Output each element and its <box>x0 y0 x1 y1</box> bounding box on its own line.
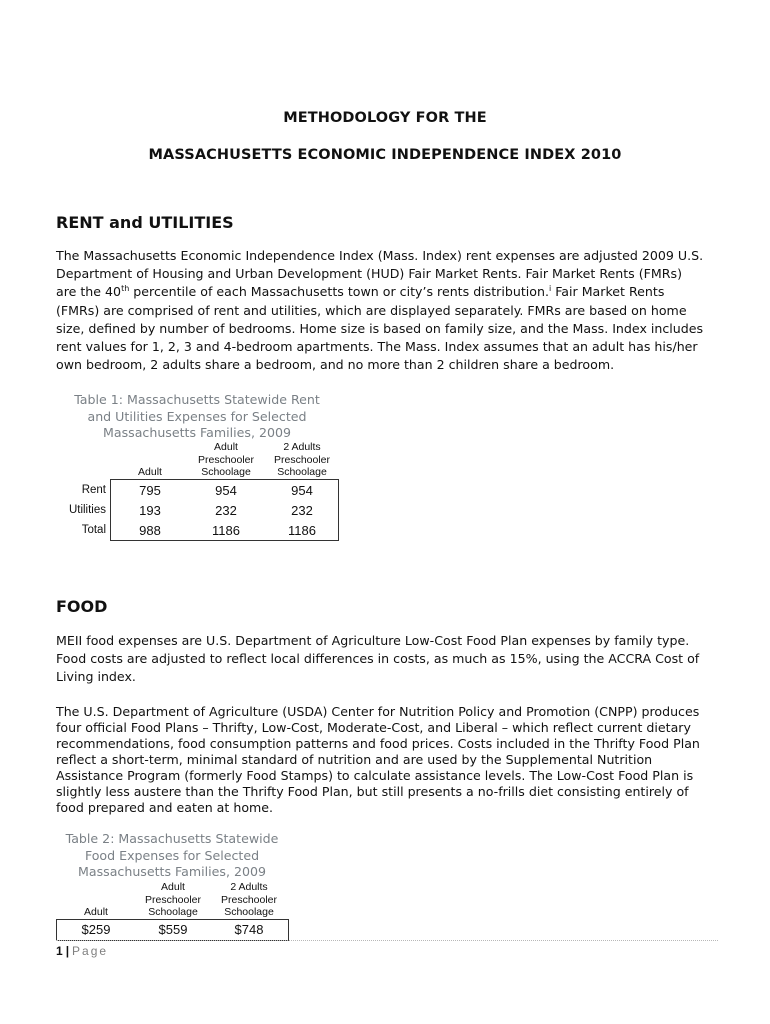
table2-col-header-adult-preschooler-schoolage: Adult Preschooler Schoolage <box>144 881 202 918</box>
food-paragraph-line: slightly less austere than the Thrifty Food Plan, but still presents a no-frills diet consisting entirely of <box>56 784 689 799</box>
page-label: Page <box>72 944 109 958</box>
table2-col-header-2adults-preschooler-schoolage: 2 Adults Preschooler Schoolage <box>220 881 278 918</box>
rent-utilities-heading: RENT and UTILITIES <box>56 213 234 232</box>
rent-paragraph-line: own bedroom, 2 adults share a bedroom, and no more than 2 children share a bedroom. <box>56 357 615 373</box>
document-title-line-2: MASSACHUSETTS ECONOMIC INDEPENDENCE INDEX 2010 <box>148 147 622 163</box>
rent-paragraph-line: (FMRs) are comprised of rent and utilities, which are displayed separately. FMRs are based on home <box>56 302 687 318</box>
table1-cell: 988 <box>139 523 161 538</box>
table1-col-header-adult-preschooler-schoolage: Adult Preschooler Schoolage <box>197 441 255 478</box>
food-paragraph-line: The U.S. Department of Agriculture (USDA) Center for Nutrition Policy and Promotion (CNPP) produces <box>56 704 700 719</box>
table1-cell: 1186 <box>212 523 240 538</box>
table2-col-header-adult: Adult <box>84 906 108 918</box>
food-paragraph-line: Living index. <box>56 669 136 685</box>
table2-cell: $259 <box>81 922 111 937</box>
rent-paragraph-line: Department of Housing and Urban Development (HUD) Fair Market Rents. Fair Market Rents (FMRs) <box>56 266 682 282</box>
table2-cell: $559 <box>158 922 188 937</box>
food-heading: FOOD <box>56 597 108 616</box>
food-paragraph-line: food prepared and eaten at home. <box>56 800 274 815</box>
table1-cell: 232 <box>291 503 313 518</box>
rent-paragraph-line: rent values for 1, 2, 3 and 4-bedroom apartments. The Mass. Index assumes that an adult has his/her <box>56 339 698 355</box>
food-paragraph-line: recommendations, food consumption patterns and food prices. Costs included in the Thrifty Food Plan <box>56 736 700 751</box>
table1-cell: 954 <box>291 483 313 498</box>
table1-caption: Table 1: Massachusetts Statewide Rent and Utilities Expenses for Selected Massachusetts Families, 2009 <box>74 392 320 440</box>
page-footer <box>56 944 108 958</box>
footer-separator: | <box>65 944 70 958</box>
table1-cell: 193 <box>139 503 161 518</box>
food-paragraph-line: Food costs are adjusted to reflect local differences in costs, as much as 15%, using the ACCRA Cost of <box>56 651 700 667</box>
rent-paragraph <box>56 247 716 374</box>
rent-paragraph-line: size, defined by number of bedrooms. Home size is based on family size, and the Mass. Index includes <box>56 320 704 336</box>
document-title-line-1: METHODOLOGY FOR THE <box>283 110 487 126</box>
table1-cell: 954 <box>215 483 237 498</box>
rent-paragraph-line: The Massachusetts Economic Independence Index (Mass. Index) rent expenses are adjusted 2009 U.S. <box>56 248 704 263</box>
food-paragraph-line: Assistance Program (formerly Food Stamps) to calculate assistance levels. The Low-Cost Food Plan is <box>56 768 694 783</box>
table1-cell: 795 <box>139 483 161 498</box>
table1-col-header-2adults-preschooler-schoolage: 2 Adults Preschooler Schoolage <box>273 441 331 478</box>
footer-divider <box>56 940 718 941</box>
food-paragraph-2 <box>56 704 716 816</box>
rent-paragraph-line: are the 40th percentile of each Massachusetts town or city’s rents distribution.$^i$ Fair Market Rents <box>56 284 665 300</box>
food-paragraph-1 <box>56 632 716 687</box>
food-paragraph-line: reflect a short-term, minimal standard of nutrition and are used by the Supplemental Nutrition <box>56 752 653 767</box>
table1-row-label-utilities: Utilities <box>68 504 106 516</box>
table1-row-label-total: Total <box>81 524 106 536</box>
table1-cell: 232 <box>215 503 237 518</box>
table1-cell: 1186 <box>288 523 316 538</box>
table1-col-header-adult: Adult <box>138 466 162 478</box>
food-paragraph-line: four official Food Plans – Thrifty, Low-Cost, Moderate-Cost, and Liberal – which reflect current dietary <box>56 720 691 735</box>
food-paragraph-line: MEII food expenses are U.S. Department of Agriculture Low-Cost Food Plan expenses by family type. <box>56 633 690 648</box>
table1-row-label-rent: Rent <box>81 484 106 496</box>
page-number: 1 <box>56 944 63 958</box>
table2-cell: $748 <box>234 922 264 937</box>
table2-caption: Table 2: Massachusetts Statewide Food Expenses for Selected Massachusetts Families, 2009 <box>65 831 279 879</box>
